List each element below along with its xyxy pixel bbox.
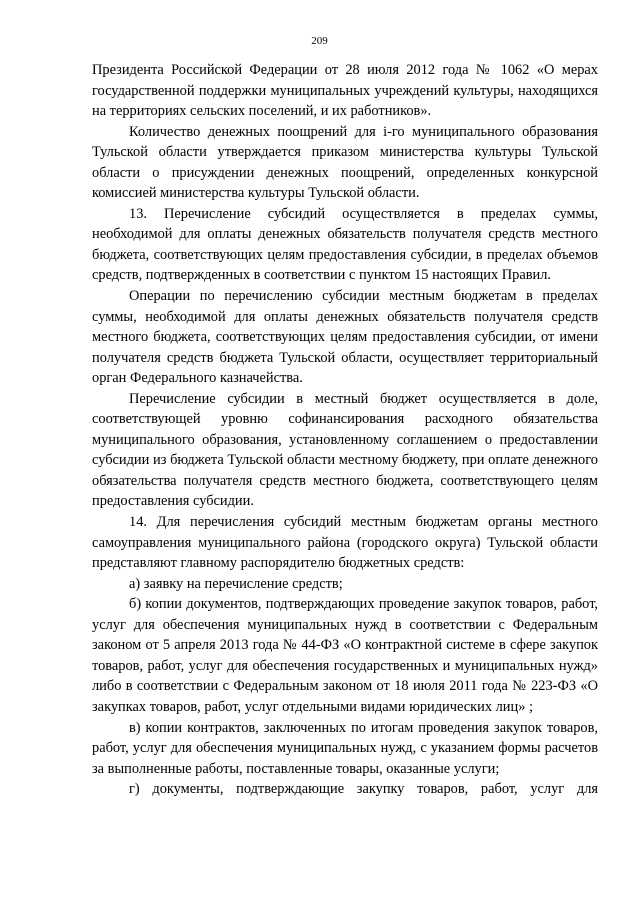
list-item-g: г) документы, подтверждающие закупку товаров, работ, услуг для (129, 781, 598, 798)
list-item-b: б) копии документов, подтверждающих проведение закупок товаров, работ, услуг для обеспечения муниципальных нужд в соответствии с Федеральным законом от 5 апреля 2013 года № 44-ФЗ «О контрактной системе в сфере закупок товаров, работ, услуг для обеспечения государственных и муниципальных нужд» либо в соответствии с Федеральным законом от 18 июля 2011 года № 223-ФЗ «О закупках товаров, работ, услуг отдельными видами юридических лиц» ; (92, 596, 598, 715)
document-body (92, 60, 598, 800)
list-item-v: в) копии контрактов, заключенных по итогам проведения закупок товаров, работ, услуг для обеспечения муниципальных нужд, с указанием формы расчетов за выполненные работы, поставленные товары, оказанные услуги; (92, 719, 598, 777)
list-item-a: а) заявку на перечисление средств; (129, 575, 343, 592)
paragraph-cofinancing-share: Перечисление субсидии в местный бюджет осуществляется в доле, соответствующей уровню софинансирования расходного обязательства муниципального образования, установленному соглашением о предоставлении субсидии из бюджета Тульской области местному бюджету, при оплате денежного обязательства получателя средств местного бюджета, соответствующего целям предоставления субсидии. (92, 390, 598, 510)
paragraph-awards-count: Количество денежных поощрений для i-го муниципального образования Тульской области утверждается приказом министерства культуры Тульской области о присуждении денежных поощрений, определенных конкурсной комиссией министерства культуры Тульской области. (92, 123, 598, 202)
paragraph-treasury-operations: Операции по перечислению субсидии местным бюджетам в пределах суммы, необходимой для оплаты денежных обязательств получателя средств местного бюджета, соответствующих целям предоставления субсидии, от имени получателя средств бюджета Тульской области, осуществляет территориальный орган Федерального казначейства. (92, 288, 598, 387)
paragraph-decree-reference: Президента Российской Федерации от 28 июля 2012 года № 1062 «О мерах государственной поддержки муниципальных учреждений культуры, находящихся на территориях сельских поселений, и их работников». (92, 62, 598, 120)
paragraph-item-13: 13. Перечисление субсидий осуществляется в пределах суммы, необходимой для оплаты денежных обязательств получателя средств местного бюджета, соответствующих целям предоставления субсидии, в пределах объемов средств, подтвержденных в соответствии с пунктом 15 настоящих Правил. (92, 205, 598, 284)
paragraph-item-14: 14. Для перечисления субсидий местным бюджетам органы местного самоуправления муниципального района (городского округа) Тульской области представляют главному распорядителю бюджетных средств: (92, 514, 598, 572)
page-number: 209 (311, 35, 328, 47)
